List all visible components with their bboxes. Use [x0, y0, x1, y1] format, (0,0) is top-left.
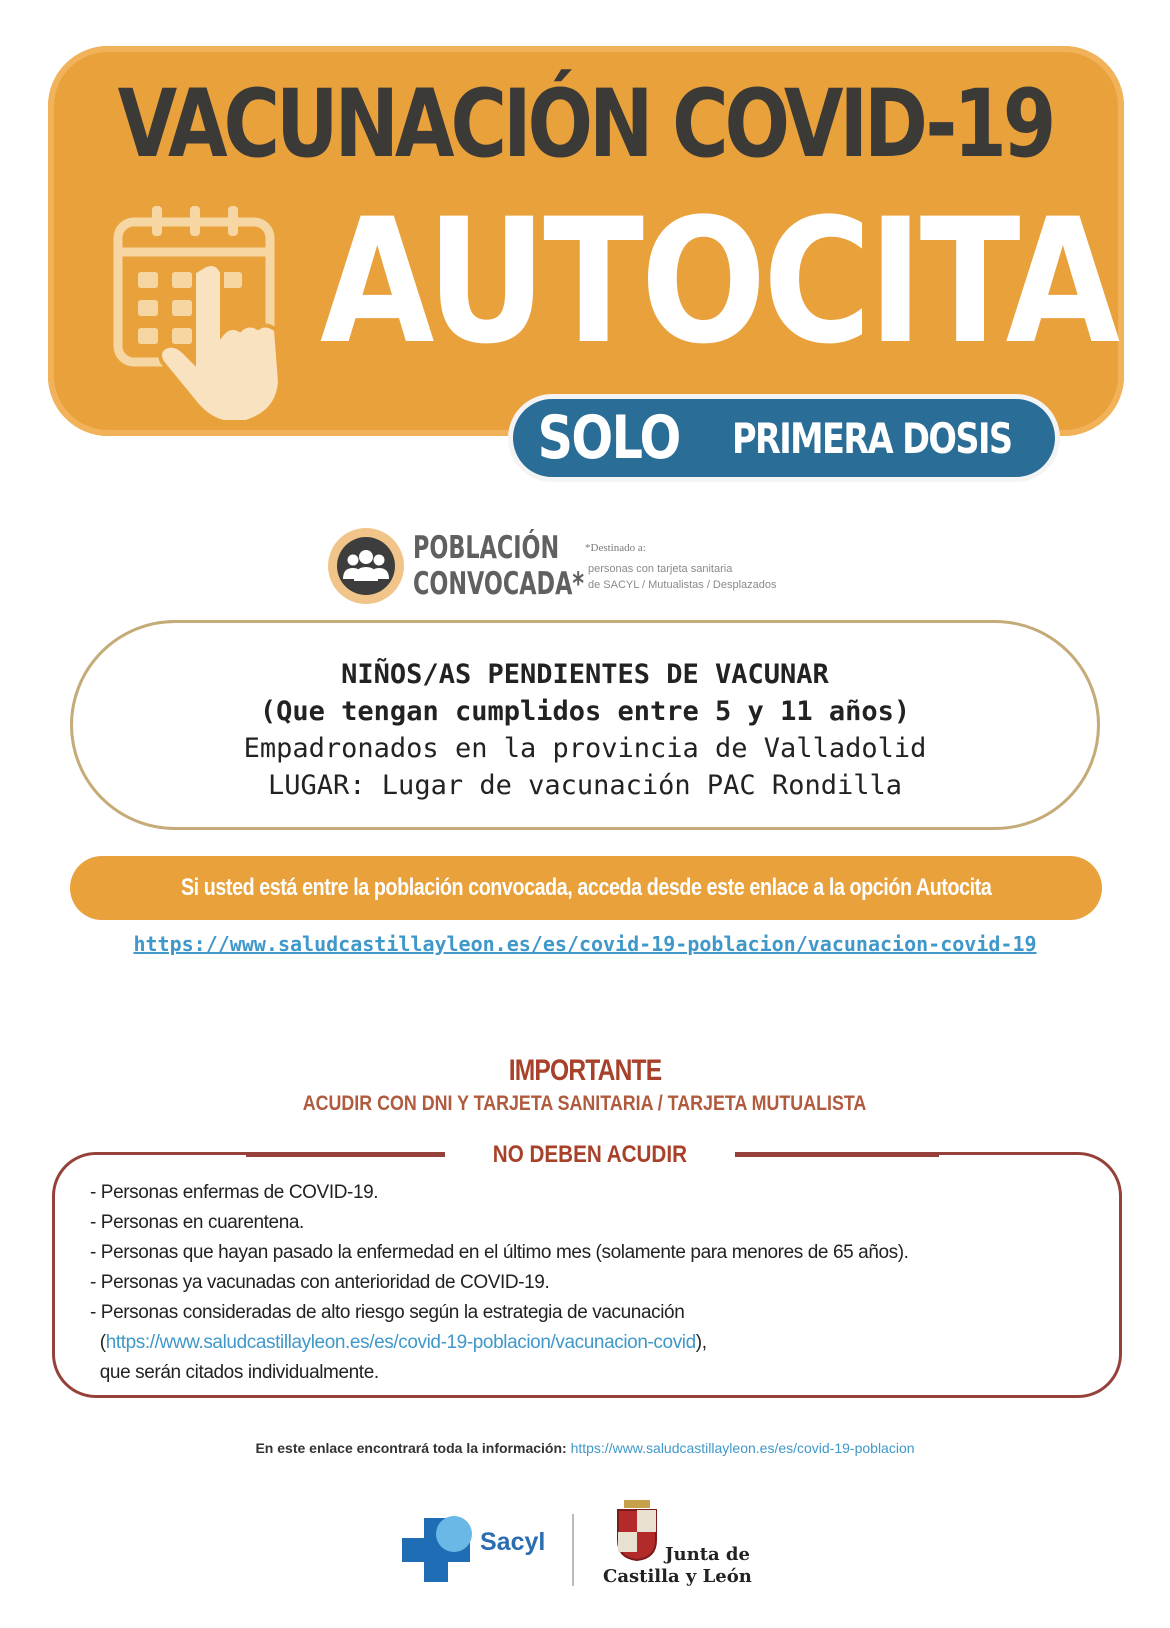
title-vacunacion: VACUNACIÓN COVID-19: [117, 70, 1053, 179]
calendar-hand-icon: [112, 200, 302, 420]
primera-dosis-label: PRIMERA DOSIS: [731, 413, 1012, 463]
target-population-box: [70, 620, 1100, 830]
sacyl-cross-icon: [402, 1512, 474, 1588]
info-line-province: Empadronados en la provincia de Valladolid: [243, 733, 927, 764]
list-item-tail: que serán citados individualmente.: [99, 1362, 379, 1383]
poblacion-note-title: *Destinado a:: [585, 542, 646, 554]
poblacion-convocada-label: POBLACIÓN CONVOCADA*: [413, 530, 585, 602]
list-item: - Personas en cuarentena.: [90, 1212, 304, 1233]
junta-logo-text: Junta de Castilla y León: [603, 1544, 752, 1587]
access-instructions-bar: [70, 856, 1102, 920]
list-item-link-line: (https://www.saludcastillayleon.es/es/covid-19-poblacion/vacunacion-covid),: [99, 1332, 707, 1353]
title-autocita: AUTOCITA: [320, 181, 1117, 382]
info-line-ages: (Que tengan cumplidos entre 5 y 11 años): [259, 696, 911, 727]
importante-subtitle: ACUDIR CON DNI Y TARJETA SANITARIA / TARJETA MUTUALISTA: [303, 1092, 867, 1115]
sacyl-logo-text: Sacyl: [480, 1528, 546, 1556]
no-deben-acudir-list: [90, 1178, 1110, 1388]
access-instructions-text: Si usted está entre la población convocada, acceda desde este enlace a la opción Autocita: [180, 874, 992, 901]
list-item: - Personas que hayan pasado la enfermedad en el último mes (solamente para menores de 65 años).: [90, 1242, 909, 1263]
info-link[interactable]: https://www.saludcastillayleon.es/es/covid-19-poblacion: [570, 1440, 915, 1456]
list-item: - Personas enfermas de COVID-19.: [90, 1182, 379, 1203]
divider-right: [734, 1154, 939, 1157]
autocita-link[interactable]: https://www.saludcastillayleon.es/es/covid-19-poblacion/vacunacion-covid-19: [133, 932, 1037, 956]
estrategia-vacunacion-link[interactable]: https://www.saludcastillayleon.es/es/covid-19-poblacion/vacunacion-covid: [105, 1332, 696, 1353]
importante-heading: IMPORTANTE: [508, 1054, 662, 1087]
people-group-icon: [328, 528, 404, 604]
solo-label: SOLO: [537, 403, 680, 473]
info-line-children: NIÑOS/AS PENDIENTES DE VACUNAR: [341, 659, 829, 690]
list-item: - Personas consideradas de alto riesgo según la estrategia de vacunación: [90, 1302, 685, 1323]
footer-info: En este enlace encontrará toda la información: https://www.saludcastillayleon.es/es/covid-19-poblacion: [255, 1440, 915, 1456]
poblacion-note: personas con tarjeta sanitaria de SACYL / Mutualistas / Desplazados: [588, 563, 777, 591]
no-deben-acudir-heading: NO DEBEN ACUDIR: [445, 1135, 735, 1175]
divider-left: [246, 1154, 446, 1157]
primera-dosis-badge: [508, 394, 1060, 482]
list-item: - Personas ya vacunadas con anterioridad de COVID-19.: [90, 1272, 550, 1293]
info-line-place: LUGAR: Lugar de vacunación PAC Rondilla: [268, 770, 902, 801]
footer-divider: [572, 1514, 574, 1586]
